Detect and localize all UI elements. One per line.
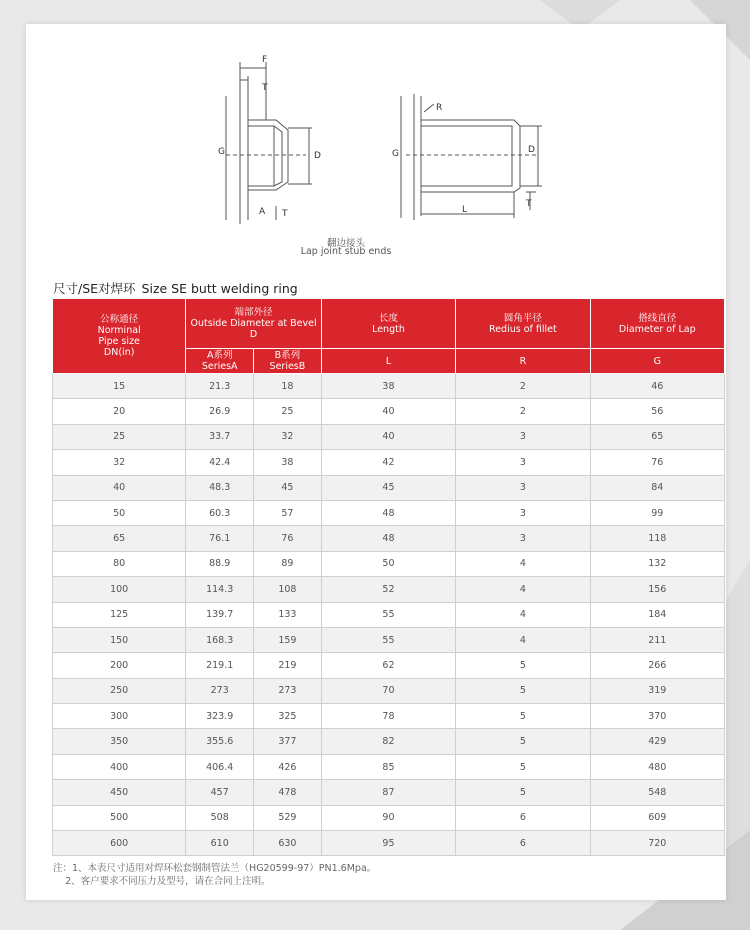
table-row: 65 76.1 76 48 3 118 [53,526,725,551]
label-T-right: T [526,199,532,209]
footnote-2: 2、客户要求不同压力及型号，请在合同上注明。 [53,876,271,887]
dimension-table [52,298,725,856]
table-row: 32 42.4 38 42 3 76 [53,450,725,475]
table-row: 25 33.7 32 40 3 65 [53,424,725,449]
label-R: R [436,103,443,113]
header-lap-diameter: 搭线直径 Diameter of Lap [590,299,724,349]
header-R: R [456,349,590,374]
label-T-top: T [262,83,268,93]
header-series-a: A系列 SeriesA [186,349,254,374]
table-row: 50 60.3 57 48 3 99 [53,500,725,525]
footnote-1: 注：1、本表尺寸适用对焊环松套钢制管法兰（HG20599-97）PN1.6Mpa。 [53,863,377,874]
label-D-left: D [314,151,321,161]
table-row: 350 355.6 377 82 5 429 [53,729,725,754]
header-series-b: B系列 SeriesB [254,349,322,374]
diagram-caption-cn: 翻边接头 [326,238,365,249]
label-D-right: D [528,145,535,155]
table-row: 200 219.1 219 62 5 266 [53,653,725,678]
label-F: F [262,55,268,65]
label-G-right: G [392,149,399,159]
section-title [53,279,298,297]
header-dn: 公称通径 Norminal Pipe size DN(in) [53,299,186,374]
header-fillet-radius: 圆角半径 Redius of fillet [456,299,590,349]
table-row: 250 273 273 70 5 319 [53,678,725,703]
table-row: 20 26.9 25 40 2 56 [53,399,725,424]
table-row: 80 88.9 89 50 4 132 [53,551,725,576]
section-title-cn: 尺寸/SE对焊环 [53,281,136,296]
table-row: 600 610 630 95 6 720 [53,831,725,856]
table-row: 150 168.3 159 55 4 211 [53,627,725,652]
label-T-bottom: T [282,209,288,219]
header-outside-diameter: 端部外径 Outside Diameter at Bevel D [186,299,321,349]
label-A: A [259,207,266,217]
header-G: G [590,349,724,374]
table-body [53,374,725,856]
table-row: 100 114.3 108 52 4 156 [53,577,725,602]
header-L: L [321,349,455,374]
section-title-en: Size SE butt welding ring [141,281,298,296]
table-row: 450 457 478 87 5 548 [53,780,725,805]
stub-end-diagram [26,24,726,264]
table-row: 125 139.7 133 55 4 184 [53,602,725,627]
table-row: 15 21.3 18 38 2 46 [53,374,725,399]
label-L: L [462,205,468,215]
table-row: 300 323.9 325 78 5 370 [53,704,725,729]
table-row: 400 406.4 426 85 5 480 [53,754,725,779]
catalog-sheet [26,24,726,900]
header-length: 长度 Length [321,299,455,349]
table-row: 40 48.3 45 45 3 84 [53,475,725,500]
label-G-left: G [218,147,225,157]
table-row: 500 508 529 90 6 609 [53,805,725,830]
diagram-caption-en: Lap joint stub ends [300,246,392,257]
footnotes [53,862,376,888]
